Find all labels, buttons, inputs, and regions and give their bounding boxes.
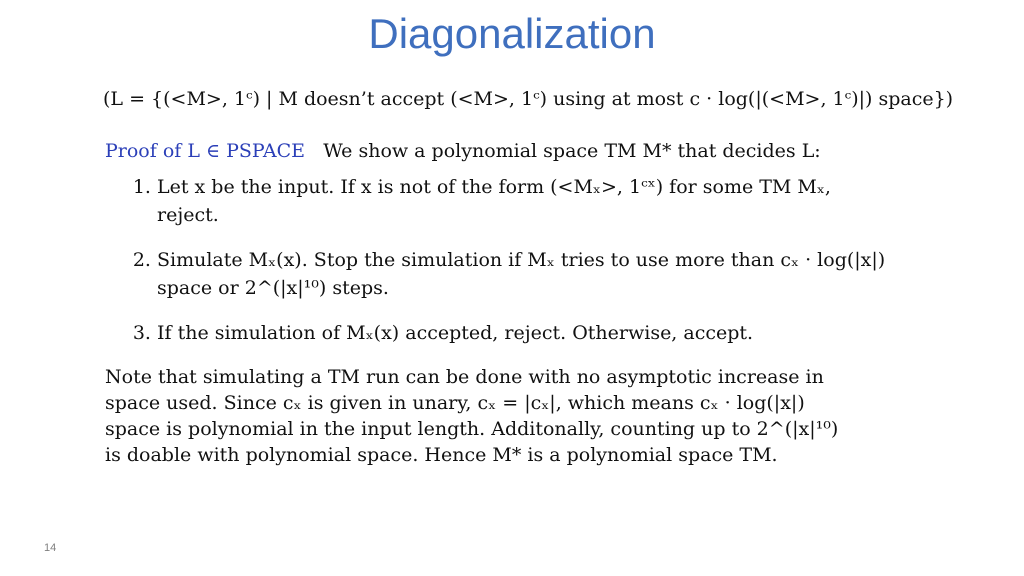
note-paragraph: Note that simulating a TM run can be done with no asymptotic increase in space used. Since cₓ is given in unary, cₓ = |cₓ|, which means cₓ · log(|x|) space is polynomial in the input length. Additonally, counting up to 2^(|x|¹⁰) is doable with polynomial space. Hence M* is a polynomial space TM. (105, 365, 839, 467)
proof-step-3: 3. If the simulation of Mₓ(x) accepted, reject. Otherwise, accept. (157, 320, 897, 348)
slide-title: Diagonalization (368, 10, 656, 57)
proof-intro: We show a polynomial space TM M* that decides L: (323, 140, 821, 162)
proof-step-1: 1. Let x be the input. If x is not of the form (<Mₓ>, 1ᶜˣ) for some TM Mₓ, reject. (157, 174, 897, 229)
language-definition: (L = {(<M>, 1ᶜ) | M doesn’t accept (<M>, 1ᶜ) using at most c · log(|(<M>, 1ᶜ)|) space}) (103, 88, 954, 110)
proof-step-2: 2. Simulate Mₓ(x). Stop the simulation if Mₓ tries to use more than cₓ · log(|x|) space or 2^(|x|¹⁰) steps. (157, 247, 897, 302)
slide-content (105, 88, 985, 469)
proof-label: Proof of L ∈ PSPACE (105, 140, 306, 162)
slide-number: 14 (44, 542, 57, 554)
proof-steps (105, 174, 897, 348)
proof-heading (105, 140, 985, 162)
